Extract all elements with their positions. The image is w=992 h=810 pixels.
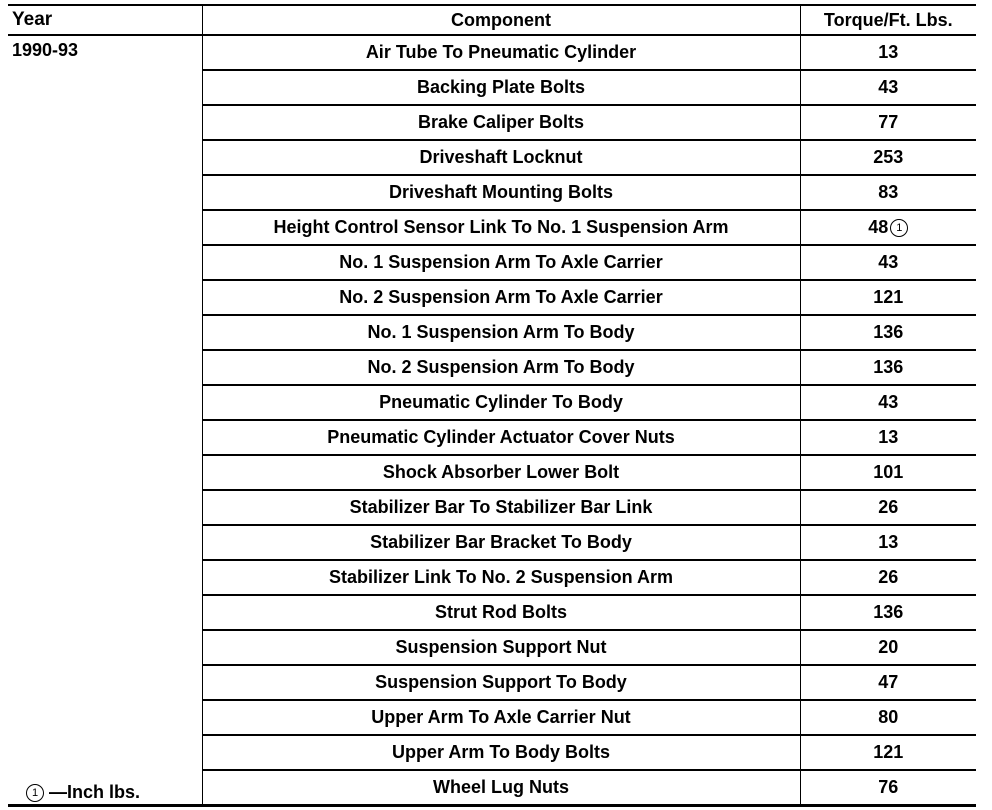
- torque-cell: [800, 245, 976, 280]
- torque-cell: [800, 595, 976, 630]
- torque-cell: [800, 455, 976, 490]
- torque-value: 136: [873, 357, 904, 377]
- component-cell: Air Tube To Pneumatic Cylinder: [202, 35, 800, 70]
- component-cell: No. 1 Suspension Arm To Body: [202, 315, 800, 350]
- torque-cell: [800, 385, 976, 420]
- component-cell: Strut Rod Bolts: [202, 595, 800, 630]
- year-column-header: Year: [8, 5, 202, 35]
- component-cell: No. 2 Suspension Arm To Body: [202, 350, 800, 385]
- year-cell: 1990-93: [8, 35, 202, 806]
- torque-value: 13: [878, 532, 899, 552]
- torque-cell: [800, 420, 976, 455]
- torque-value: 136: [873, 602, 904, 622]
- component-cell: Pneumatic Cylinder To Body: [202, 385, 800, 420]
- torque-cell: [800, 770, 976, 806]
- footnote-mark-icon: 1: [26, 784, 44, 802]
- component-cell: No. 1 Suspension Arm To Axle Carrier: [202, 245, 800, 280]
- torque-cell: [800, 630, 976, 665]
- torque-value: 13: [878, 42, 899, 62]
- torque-cell: [800, 35, 976, 70]
- table-row: [8, 35, 976, 70]
- torque-cell: [800, 280, 976, 315]
- torque-value: 26: [878, 497, 899, 517]
- component-cell: Driveshaft Locknut: [202, 140, 800, 175]
- torque-value: 121: [873, 742, 904, 762]
- footnote-mark-icon: 1: [890, 219, 908, 237]
- torque-spec-table: [8, 4, 976, 807]
- torque-cell: [800, 350, 976, 385]
- component-cell: Stabilizer Bar To Stabilizer Bar Link: [202, 490, 800, 525]
- torque-value: 76: [878, 777, 899, 797]
- footnote-text: —Inch lbs.: [49, 782, 141, 802]
- torque-cell: [800, 140, 976, 175]
- component-cell: Suspension Support To Body: [202, 665, 800, 700]
- component-cell: Upper Arm To Body Bolts: [202, 735, 800, 770]
- component-cell: Pneumatic Cylinder Actuator Cover Nuts: [202, 420, 800, 455]
- torque-cell: [800, 665, 976, 700]
- torque-value: 101: [873, 462, 904, 482]
- component-cell: Shock Absorber Lower Bolt: [202, 455, 800, 490]
- torque-value: 43: [878, 252, 899, 272]
- torque-value: 48: [868, 217, 889, 237]
- torque-cell: [800, 210, 976, 245]
- component-column-header: Component: [202, 5, 800, 35]
- torque-cell: [800, 525, 976, 560]
- component-cell: Upper Arm To Axle Carrier Nut: [202, 700, 800, 735]
- component-cell: Height Control Sensor Link To No. 1 Suspension Arm: [202, 210, 800, 245]
- component-cell: No. 2 Suspension Arm To Axle Carrier: [202, 280, 800, 315]
- torque-value: 43: [878, 392, 899, 412]
- torque-value: 47: [878, 672, 899, 692]
- torque-value: 253: [873, 147, 904, 167]
- footnote: [24, 782, 140, 803]
- torque-cell: [800, 560, 976, 595]
- component-cell: Backing Plate Bolts: [202, 70, 800, 105]
- torque-spec-table-container: [8, 4, 976, 807]
- torque-cell: [800, 175, 976, 210]
- torque-cell: [800, 490, 976, 525]
- torque-value: 20: [878, 637, 899, 657]
- torque-value: 136: [873, 322, 904, 342]
- torque-value: 80: [878, 707, 899, 727]
- torque-value: 26: [878, 567, 899, 587]
- torque-cell: [800, 315, 976, 350]
- torque-cell: [800, 700, 976, 735]
- torque-column-header: Torque/Ft. Lbs.: [800, 5, 976, 35]
- component-cell: Wheel Lug Nuts: [202, 770, 800, 806]
- component-cell: Stabilizer Bar Bracket To Body: [202, 525, 800, 560]
- table-header-row: [8, 5, 976, 35]
- torque-value: 13: [878, 427, 899, 447]
- torque-value: 77: [878, 112, 899, 132]
- torque-value: 121: [873, 287, 904, 307]
- component-cell: Suspension Support Nut: [202, 630, 800, 665]
- torque-value: 83: [878, 182, 899, 202]
- torque-value: 43: [878, 77, 899, 97]
- torque-cell: [800, 105, 976, 140]
- component-cell: Stabilizer Link To No. 2 Suspension Arm: [202, 560, 800, 595]
- torque-cell: [800, 735, 976, 770]
- component-cell: Brake Caliper Bolts: [202, 105, 800, 140]
- component-cell: Driveshaft Mounting Bolts: [202, 175, 800, 210]
- torque-cell: [800, 70, 976, 105]
